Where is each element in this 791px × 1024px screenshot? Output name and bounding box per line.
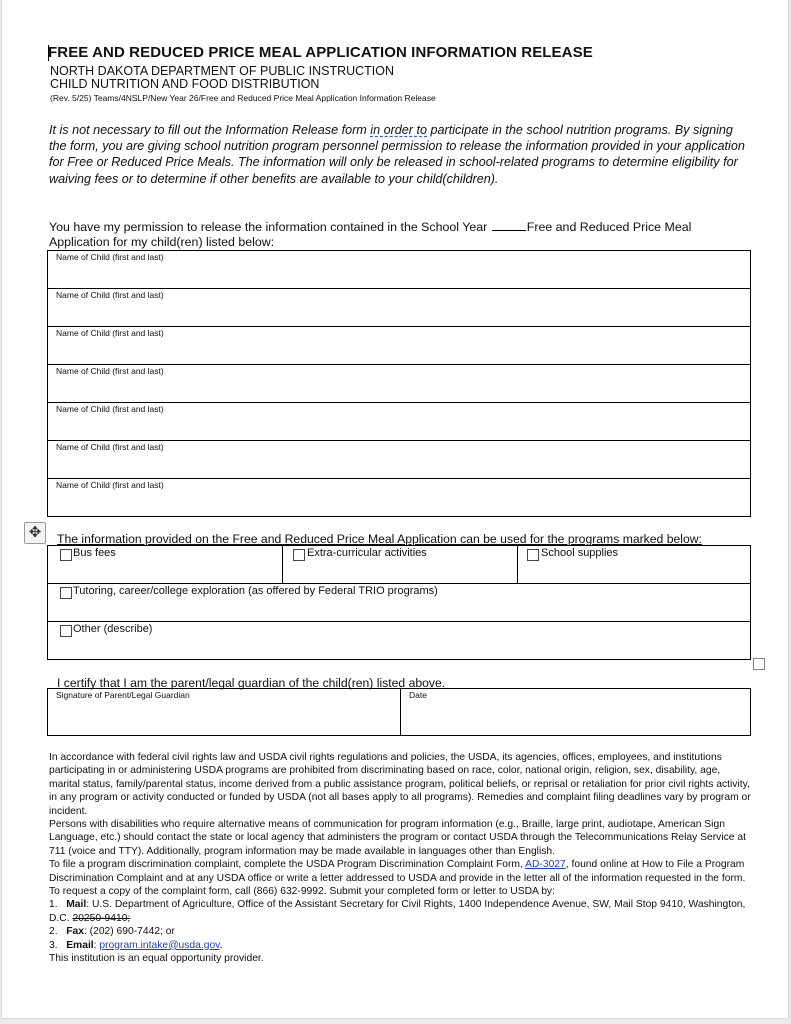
child-name-field[interactable] bbox=[48, 441, 750, 479]
form-title: FREE AND REDUCED PRICE MEAL APPLICATION INFORMATION RELEASE bbox=[48, 44, 593, 61]
programs-heading: The information provided on the Free and Reduced Price Meal Application can be used for the programs marked below: bbox=[57, 532, 702, 546]
school-year-blank[interactable] bbox=[492, 230, 526, 231]
signature-table bbox=[47, 688, 751, 736]
child-name-label: Name of Child (first and last) bbox=[56, 442, 164, 452]
child-name-field[interactable] bbox=[48, 251, 750, 289]
programs-table bbox=[47, 545, 751, 660]
child-name-field[interactable] bbox=[48, 365, 750, 403]
equal-opportunity-line: This institution is an equal opportunity provider. bbox=[49, 953, 264, 965]
school-supplies-checkbox[interactable] bbox=[527, 549, 539, 561]
document-page bbox=[2, 0, 788, 1018]
school-supplies-label: School supplies bbox=[541, 547, 619, 559]
department-name: NORTH DAKOTA DEPARTMENT OF PUBLIC INSTRUCTION bbox=[50, 64, 395, 78]
school-supplies-cell bbox=[518, 546, 750, 583]
other-label: Other (describe) bbox=[73, 623, 153, 635]
tutoring-label: Tutoring, career/college exploration (as offered by Federal TRIO programs) bbox=[73, 585, 438, 597]
submit-mail: 1. Mail: U.S. Department of Agriculture, Office of the Assistant Secretary for Civil Rights, 1400 Independence Avenue, SW, Mail Stop 9410, Washington, D.C. 20250-9410; bbox=[49, 899, 746, 924]
permission-statement: You have my permission to release the information contained in the School Year Free and Reduced Price Meal Application for my child(ren) listed below: bbox=[49, 220, 692, 249]
division-name: CHILD NUTRITION AND FOOD DISTRIBUTION bbox=[50, 77, 320, 91]
grammar-flag[interactable]: in order to bbox=[370, 123, 427, 137]
civil-rights-p1: In accordance with federal civil rights law and USDA civil rights regulations and policies, the USDA, its agencies, offices, employees, and institutions participating in or administering USDA programs are prohibited from discriminating based on race, color, national origin, religion, sex, disability, age, marital status, family/parental status, income derived from a public assistance program, political beliefs, or reprisal or retaliation for prior civil rights activity, in any program or activity conducted or funded by USDA (not all bases apply to all programs). Remedies and complaint filing deadlines vary by program or incident. bbox=[49, 752, 751, 817]
date-field[interactable] bbox=[401, 689, 750, 735]
child-name-label: Name of Child (first and last) bbox=[56, 480, 164, 490]
table-move-handle-icon[interactable]: ✥ bbox=[24, 522, 46, 544]
civil-rights-p2: Persons with disabilities who require alternative means of communication for program information (e.g., Braille, large print, audiotape, American Sign Language, etc.) should contact the state or local agency that administers the program or contact USDA through the Telecommunications Relay Service at 711 (voice and TTY). Additionally, program information may be made available in languages other than English. bbox=[49, 819, 746, 857]
intro-paragraph: It is not necessary to fill out the Information Release form in order to participate in the school nutrition programs. By signing the form, you are giving school nutrition program personnel permission to release the information provided in your application for Free or Reduced Price Meals. The information will only be released in school-related programs to determine eligibility for waiving fees or to determine if other benefits are available to your child(children). bbox=[49, 123, 745, 186]
child-name-field[interactable] bbox=[48, 479, 750, 517]
date-label: Date bbox=[409, 690, 427, 700]
civil-rights-p3: To file a program discrimination complaint, complete the USDA Program Discrimination Complaint Form, AD-3027, found online at How to File a Program Discrimination Complaint and at any USDA office or write a letter addressed to USDA and provide in the letter all of the information requested in the form. To request a copy of the complaint form, call (866) 632-9992. Submit your completed form or letter to USDA by: bbox=[49, 859, 746, 898]
extracurricular-checkbox[interactable] bbox=[293, 549, 305, 561]
programs-row-1 bbox=[48, 546, 750, 584]
submit-email: 3. Email: program.intake@usda.gov. bbox=[49, 939, 223, 951]
bus-fees-cell bbox=[48, 546, 283, 583]
other-checkbox[interactable] bbox=[60, 625, 72, 637]
submit-fax: 2. Fax: (202) 690-7442; or bbox=[49, 926, 175, 938]
ad-3027-link[interactable]: AD-3027 bbox=[525, 859, 566, 871]
child-name-label: Name of Child (first and last) bbox=[56, 366, 164, 376]
child-name-field[interactable] bbox=[48, 403, 750, 441]
table-resize-handle-icon[interactable] bbox=[753, 658, 765, 670]
signature-field[interactable] bbox=[48, 689, 401, 735]
certification-statement: I certify that I am the parent/legal guardian of the child(ren) listed above. bbox=[57, 676, 446, 690]
revision-line: (Rev. 5/25) Teams/4NSLP/New Year 26/Free and Reduced Price Meal Application Information Release bbox=[50, 93, 436, 103]
tutoring-checkbox[interactable] bbox=[60, 587, 72, 599]
child-name-label: Name of Child (first and last) bbox=[56, 328, 164, 338]
civil-rights-statement bbox=[49, 751, 751, 966]
bus-fees-label: Bus fees bbox=[73, 547, 116, 559]
extracurricular-label: Extra-curricular activities bbox=[307, 547, 427, 559]
child-name-field[interactable] bbox=[48, 289, 750, 327]
email-link[interactable]: program.intake@usda.gov bbox=[99, 939, 220, 951]
programs-row-3 bbox=[48, 622, 750, 659]
child-name-label: Name of Child (first and last) bbox=[56, 290, 164, 300]
bus-fees-checkbox[interactable] bbox=[60, 549, 72, 561]
child-name-field[interactable] bbox=[48, 327, 750, 365]
child-name-label: Name of Child (first and last) bbox=[56, 404, 164, 414]
struck-zip: 20250-9410; bbox=[72, 912, 131, 924]
signature-label: Signature of Parent/Legal Guardian bbox=[56, 690, 190, 700]
children-table bbox=[47, 250, 751, 517]
programs-row-2 bbox=[48, 584, 750, 622]
child-name-label: Name of Child (first and last) bbox=[56, 252, 164, 262]
extracurricular-cell bbox=[283, 546, 518, 583]
